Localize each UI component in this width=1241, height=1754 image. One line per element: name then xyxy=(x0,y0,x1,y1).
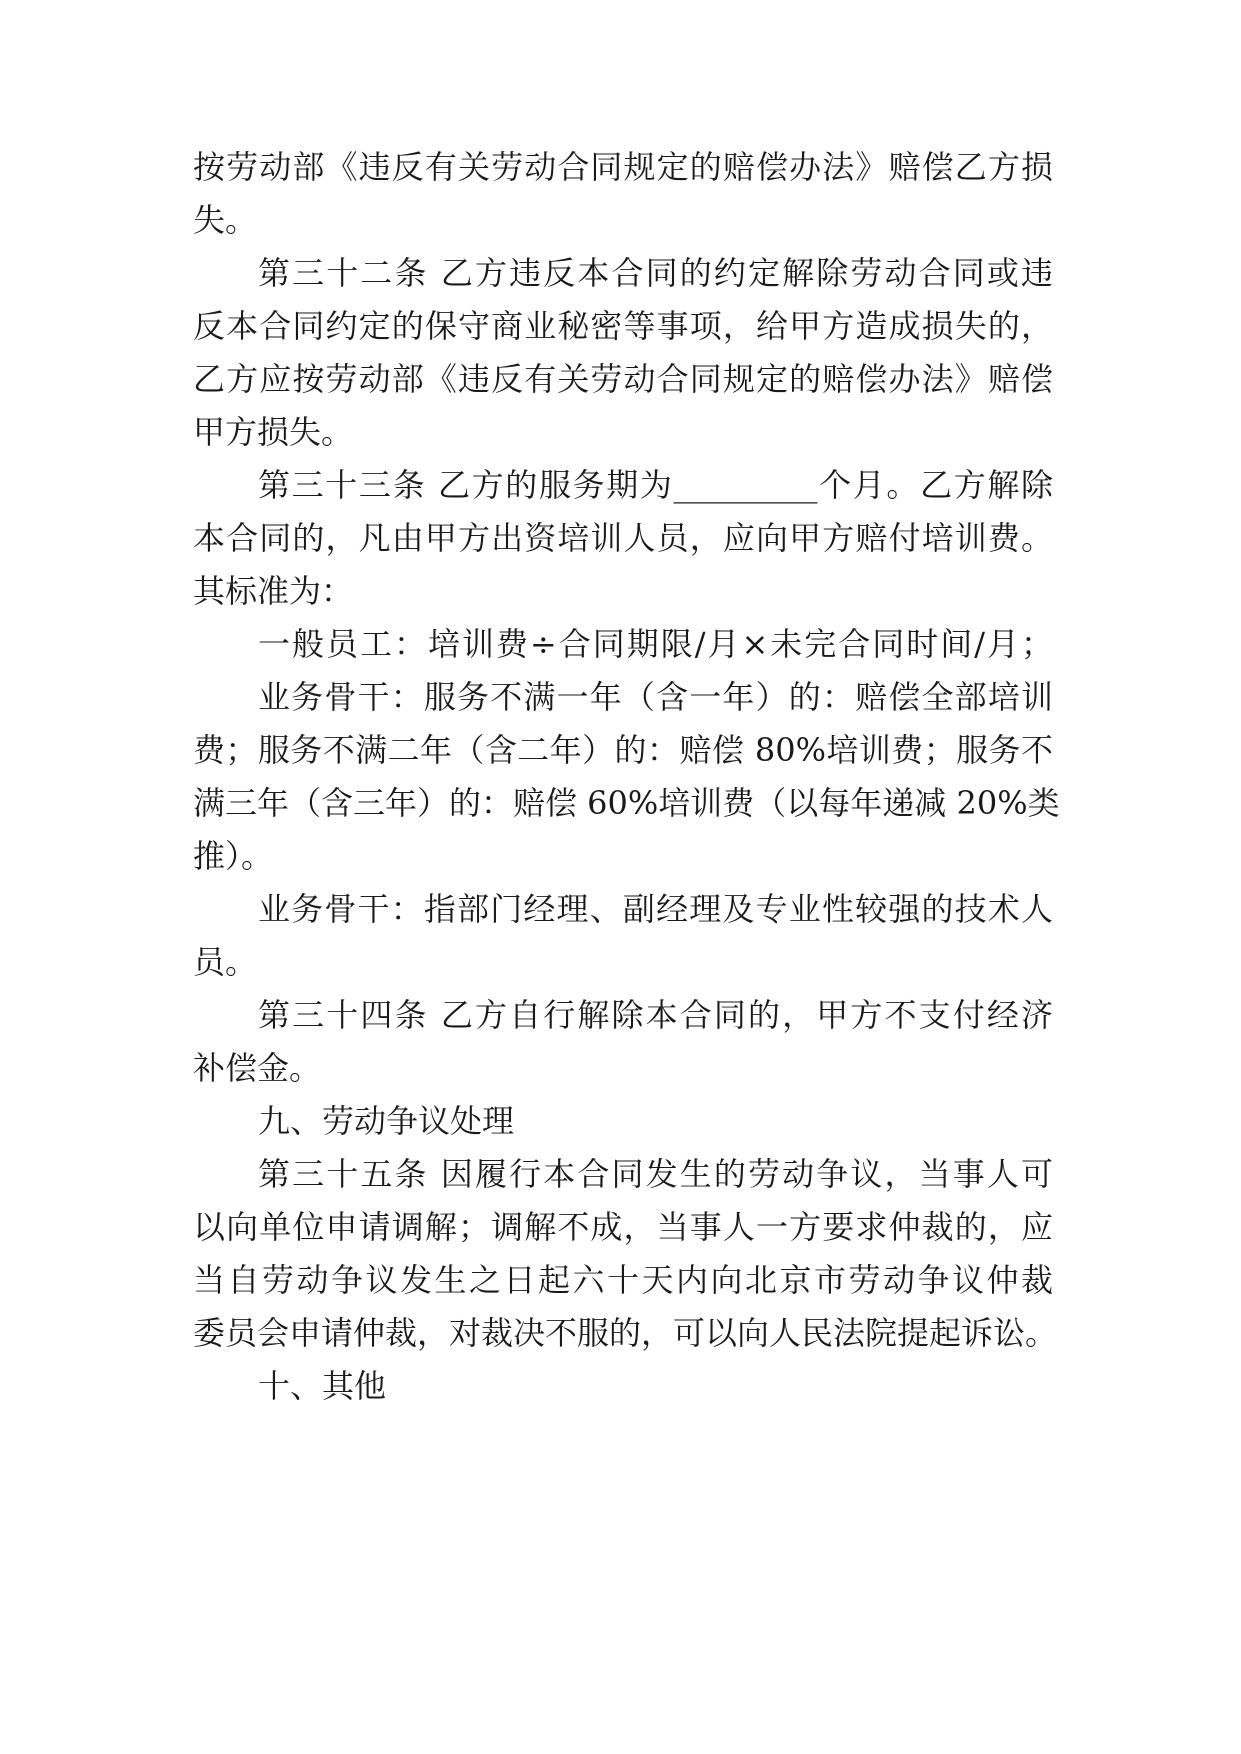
text-line: 其标准为： xyxy=(193,572,354,610)
text-line: 甲方损失。 xyxy=(193,413,354,451)
text-line: 失。 xyxy=(193,201,258,239)
text-line: 补偿金。 xyxy=(193,1049,322,1087)
article-33-heading-line: 第三十三条 乙方的服务期为_________个月。乙方解除 xyxy=(258,466,1053,504)
text-line: 以向单位申请调解；调解不成，当事人一方要求仲裁的，应 xyxy=(193,1208,1053,1246)
text-line: 反本合同约定的保守商业秘密等事项，给甲方造成损失的， xyxy=(193,307,1053,345)
text-line: 按劳动部《违反有关劳动合同规定的赔偿办法》赔偿乙方损 xyxy=(193,148,1053,186)
text-line: 当自劳动争议发生之日起六十天内向北京市劳动争议仲裁 xyxy=(193,1261,1053,1299)
article-35-heading-line: 第三十五条 因履行本合同发生的劳动争议，当事人可 xyxy=(258,1155,1053,1193)
text-line: 业务骨干：指部门经理、副经理及专业性较强的技术人 xyxy=(258,890,1053,928)
text-line: 费；服务不满二年（含二年）的：赔偿 80%培训费；服务不 xyxy=(193,731,1053,769)
text-line: 员。 xyxy=(193,943,258,981)
text-line: 业务骨干：服务不满一年（含一年）的：赔偿全部培训 xyxy=(258,678,1053,716)
text-line: 推）。 xyxy=(193,837,274,875)
section-9-heading: 九、劳动争议处理 xyxy=(258,1102,515,1140)
article-32-heading-line: 第三十二条 乙方违反本合同的约定解除劳动合同或违 xyxy=(258,254,1053,292)
text-line: 一般员工：培训费÷合同期限/月×未完合同时间/月； xyxy=(258,625,1053,663)
text-line: 本合同的，凡由甲方出资培训人员，应向甲方赔付培训费。 xyxy=(193,519,1053,557)
section-10-heading: 十、其他 xyxy=(258,1367,387,1405)
text-line: 满三年（含三年）的：赔偿 60%培训费（以每年递减 20%类 xyxy=(193,784,1060,822)
text-line: 委员会申请仲裁，对裁决不服的，可以向人民法院提起诉讼。 xyxy=(193,1314,1058,1352)
text-line: 乙方应按劳动部《违反有关劳动合同规定的赔偿办法》赔偿 xyxy=(193,360,1053,398)
article-34-heading-line: 第三十四条 乙方自行解除本合同的，甲方不支付经济 xyxy=(258,996,1053,1034)
